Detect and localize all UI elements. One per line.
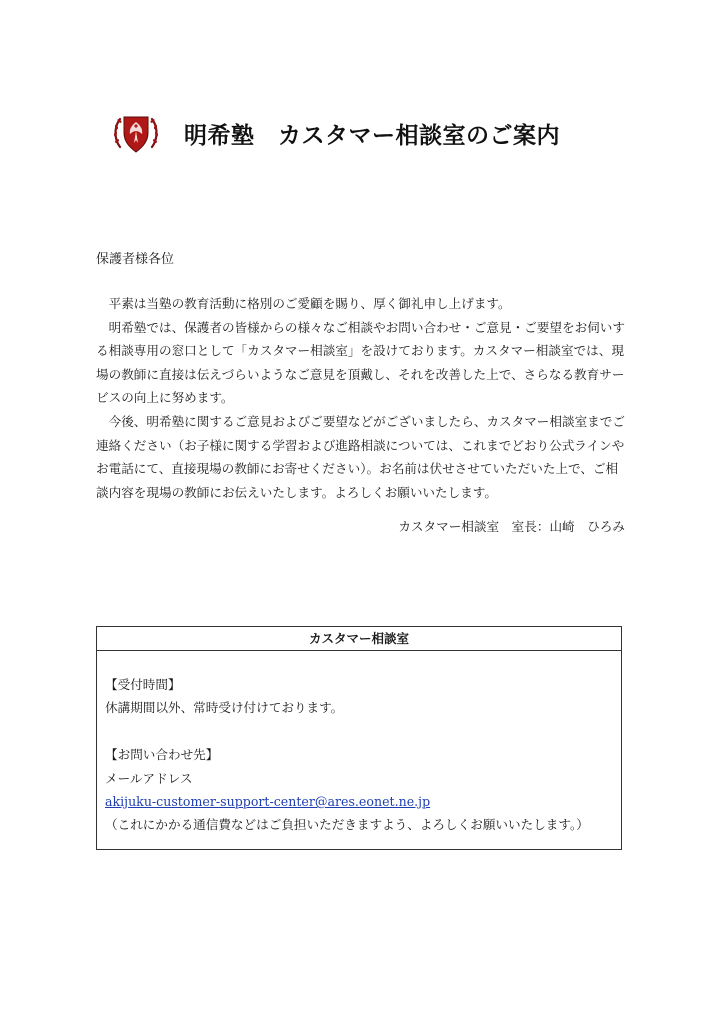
info-box-title: カスタマー相談室 <box>97 627 621 651</box>
signature: カスタマー相談室 室長：山崎 ひろみ <box>398 519 625 534</box>
paragraph-greeting: 平素は当塾の教育活動に格別のご愛顧を賜り、厚く御礼申し上げます。 <box>108 296 511 311</box>
email-label: メールアドレス <box>105 770 193 786</box>
paragraph-introduction: 明希塾では、保護者の皆様からの様々なご相談やお問い合わせ・ご意見・ご要望をお伺いする相談専用の窓口として「カスタマー相談室」を設けております。カスタマー相談室では、現場の教師に直接は伝えづらいようなご意見を頂戴し、それを改善した上で、さらなる教育サービスの向上に努めます。 <box>96 319 625 406</box>
email-link[interactable]: akijuku-customer-support-center@ares.eonet.ne.jp <box>105 794 431 810</box>
spacer <box>105 720 613 743</box>
hours-text: 休講期間以外、常時受け付けております。 <box>105 700 344 716</box>
page-title: 明希塾 カスタマー相談室のご案内 <box>184 122 560 149</box>
page-header <box>110 108 560 158</box>
crest-logo-icon <box>110 107 162 159</box>
cost-note: （これにかかる通信費などはご負担いただきますよう、よろしくお願いいたします。） <box>105 817 589 833</box>
contact-heading: 【お問い合わせ先】 <box>105 747 219 763</box>
hours-heading: 【受付時間】 <box>105 677 181 692</box>
contact-info-box <box>96 626 622 850</box>
info-box-body <box>97 651 621 837</box>
salutation: 保護者様各位 <box>96 252 175 267</box>
paragraph-request: 今後、明希塾に関するご意見およびご要望などがございましたら、カスタマー相談室までご連絡ください（お子様に関する学習および進路相談については、これまでどおり公式ラインやお電話にて、直接現場の教師にお寄せください）。お名前は伏せさせていただいた上で、ご相談内容を現場の教師にお伝えいたします。よろしくお願いいたします。 <box>96 413 625 500</box>
letter-body <box>96 292 628 504</box>
